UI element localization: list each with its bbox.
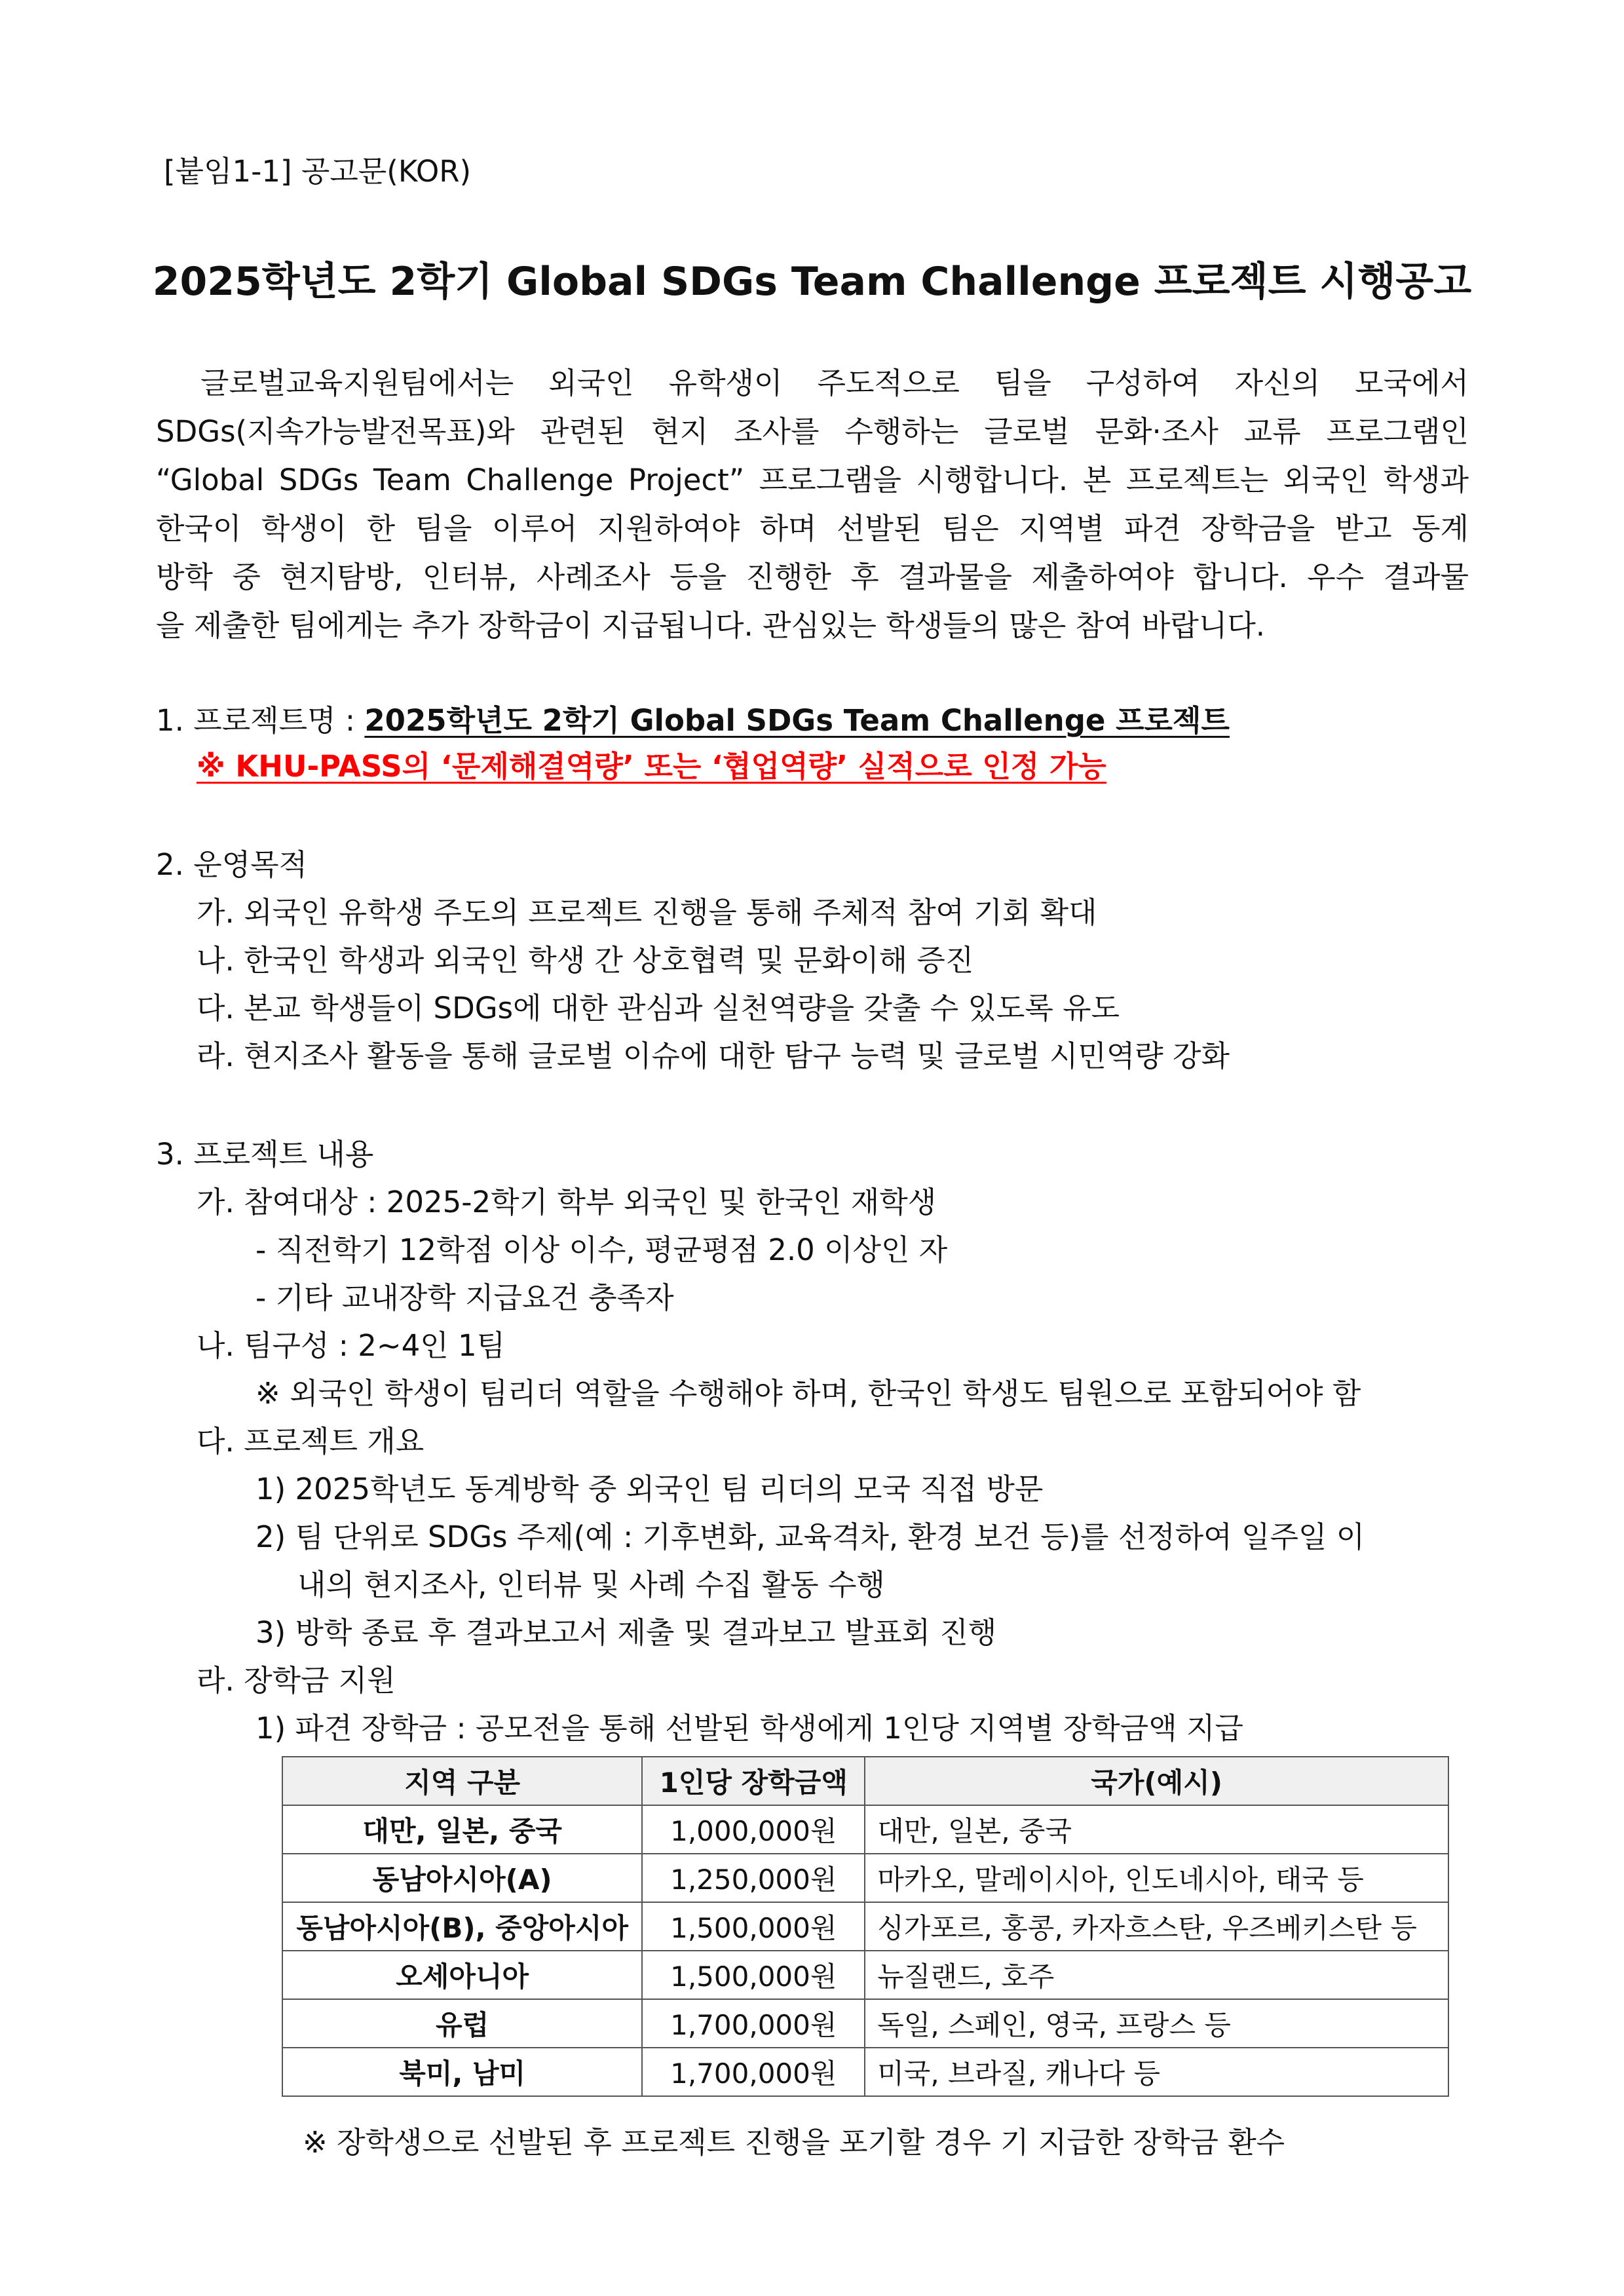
intro-line: 을 제출한 팀에게는 추가 장학금이 지급됩니다. 관심있는 학생들의 많은 참여 바랍니다.	[156, 608, 1266, 643]
table-row	[282, 1999, 1448, 2048]
scholarship-table	[282, 1756, 1449, 2097]
section-1	[156, 701, 1230, 740]
eligibility-credits: - 직전학기 12학점 이상 이수, 평균평점 2.0 이상인 자	[255, 1233, 948, 1267]
project-name: 2025학년도 2학기 Global SDGs Team Challenge 프로젝트	[364, 703, 1230, 738]
eligibility: 가. 참여대상 : 2025-2학기 학부 외국인 및 한국인 재학생	[197, 1185, 937, 1219]
scholarship-label: 라. 장학금 지원	[197, 1663, 396, 1698]
amount-cell: 1,250,000원	[642, 1854, 865, 1902]
amount-cell: 1,500,000원	[642, 1902, 865, 1951]
page-title: 2025학년도 2학기 Global SDGs Team Challenge 프로젝트 시행공고	[152, 259, 1472, 305]
section-2-label: 2. 운영목적	[156, 847, 308, 882]
intro-paragraph	[156, 359, 1469, 650]
region-cell: 북미, 남미	[282, 2048, 642, 2096]
column-header: 1인당 장학금액	[642, 1757, 865, 1805]
dispatch-scholarship: 1) 파견 장학금 : 공모전을 통해 선발된 학생에게 1인당 지역별 장학금액 지급	[255, 1711, 1243, 1746]
region-cell: 동남아시아(A)	[282, 1854, 642, 1902]
table-row	[282, 1805, 1448, 1854]
region-cell: 오세아니아	[282, 1951, 642, 1999]
intro-line: SDGs(지속가능발전목표)와 관련된 현지 조사를 수행하는 글로벌 문화·조사 교류 프로그램인	[156, 414, 1469, 449]
country-cell: 대만, 일본, 중국	[865, 1805, 1448, 1854]
khu-pass-note	[197, 747, 1106, 786]
purpose-item: 가. 외국인 유학생 주도의 프로젝트 진행을 통해 주체적 참여 기회 확대	[197, 895, 1097, 930]
purpose-item: 라. 현지조사 활동을 통해 글로벌 이슈에 대한 탐구 능력 및 글로벌 시민역량 강화	[197, 1039, 1230, 1073]
section-1-label: 1. 프로젝트명 :	[156, 703, 365, 738]
amount-cell: 1,500,000원	[642, 1951, 865, 1999]
country-cell: 미국, 브라질, 캐나다 등	[865, 2048, 1448, 2096]
amount-cell: 1,700,000원	[642, 1999, 865, 2048]
table-row	[282, 1854, 1448, 1902]
overview-item: 3) 방학 종료 후 결과보고서 제출 및 결과보고 발표회 진행	[255, 1615, 997, 1650]
region-cell: 대만, 일본, 중국	[282, 1805, 642, 1854]
column-header: 국가(예시)	[865, 1757, 1448, 1805]
table-header-row	[282, 1757, 1448, 1805]
purpose-item: 나. 한국인 학생과 외국인 학생 간 상호협력 및 문화이해 증진	[197, 943, 974, 978]
team-composition-note: ※ 외국인 학생이 팀리더 역할을 수행해야 하며, 한국인 학생도 팀원으로 포함되어야 함	[255, 1376, 1361, 1411]
table-row	[282, 2048, 1448, 2096]
table-row	[282, 1902, 1448, 1951]
team-composition: 나. 팀구성 : 2~4인 1팀	[197, 1328, 506, 1363]
country-cell: 마카오, 말레이시아, 인도네시아, 태국 등	[865, 1854, 1448, 1902]
project-overview-label: 다. 프로젝트 개요	[197, 1424, 425, 1459]
amount-cell: 1,000,000원	[642, 1805, 865, 1854]
refund-footnote: ※ 장학생으로 선발된 후 프로젝트 진행을 포기할 경우 기 지급한 장학금 환수	[303, 2125, 1285, 2160]
intro-line: 방학 중 현지탐방, 인터뷰, 사례조사 등을 진행한 후 결과물을 제출하여야 합니다. 우수 결과물	[156, 560, 1469, 594]
overview-item: 2) 팀 단위로 SDGs 주제(예 : 기후변화, 교육격차, 환경 보건 등)를 선정하여 일주일 이	[255, 1520, 1365, 1554]
country-cell: 싱가포르, 홍콩, 카자흐스탄, 우즈베키스탄 등	[865, 1902, 1448, 1951]
intro-line: “Global SDGs Team Challenge Project” 프로그램을 시행합니다. 본 프로젝트는 외국인 학생과	[156, 463, 1469, 497]
column-header: 지역 구분	[282, 1757, 642, 1805]
intro-line: 한국이 학생이 한 팀을 이루어 지원하여야 하며 선발된 팀은 지역별 파견 장학금을 받고 동계	[156, 511, 1469, 546]
eligibility-requirements: - 기타 교내장학 지급요건 충족자	[255, 1280, 674, 1315]
khu-pass-note-text: ※ KHU-PASS의 ‘문제해결역량’ 또는 ‘협업역량’ 실적으로 인정 가능	[197, 749, 1106, 784]
amount-cell: 1,700,000원	[642, 2048, 865, 2096]
region-cell: 동남아시아(B), 중앙아시아	[282, 1902, 642, 1951]
purpose-item: 다. 본교 학생들이 SDGs에 대한 관심과 실천역량을 갖출 수 있도록 유도	[197, 991, 1120, 1025]
region-cell: 유럽	[282, 1999, 642, 2048]
attachment-header: [붙임1-1] 공고문(KOR)	[164, 154, 472, 189]
overview-item: 1) 2025학년도 동계방학 중 외국인 팀 리더의 모국 직접 방문	[255, 1472, 1044, 1506]
intro-line: 글로벌교육지원팀에서는 외국인 유학생이 주도적으로 팀을 구성하여 자신의 모국에서	[200, 366, 1469, 400]
country-cell: 뉴질랜드, 호주	[865, 1951, 1448, 1999]
country-cell: 독일, 스페인, 영국, 프랑스 등	[865, 1999, 1448, 2048]
overview-item-continued: 내의 현지조사, 인터뷰 및 사례 수집 활동 수행	[297, 1567, 885, 1602]
section-3-label: 3. 프로젝트 내용	[156, 1137, 374, 1172]
table-row	[282, 1951, 1448, 1999]
